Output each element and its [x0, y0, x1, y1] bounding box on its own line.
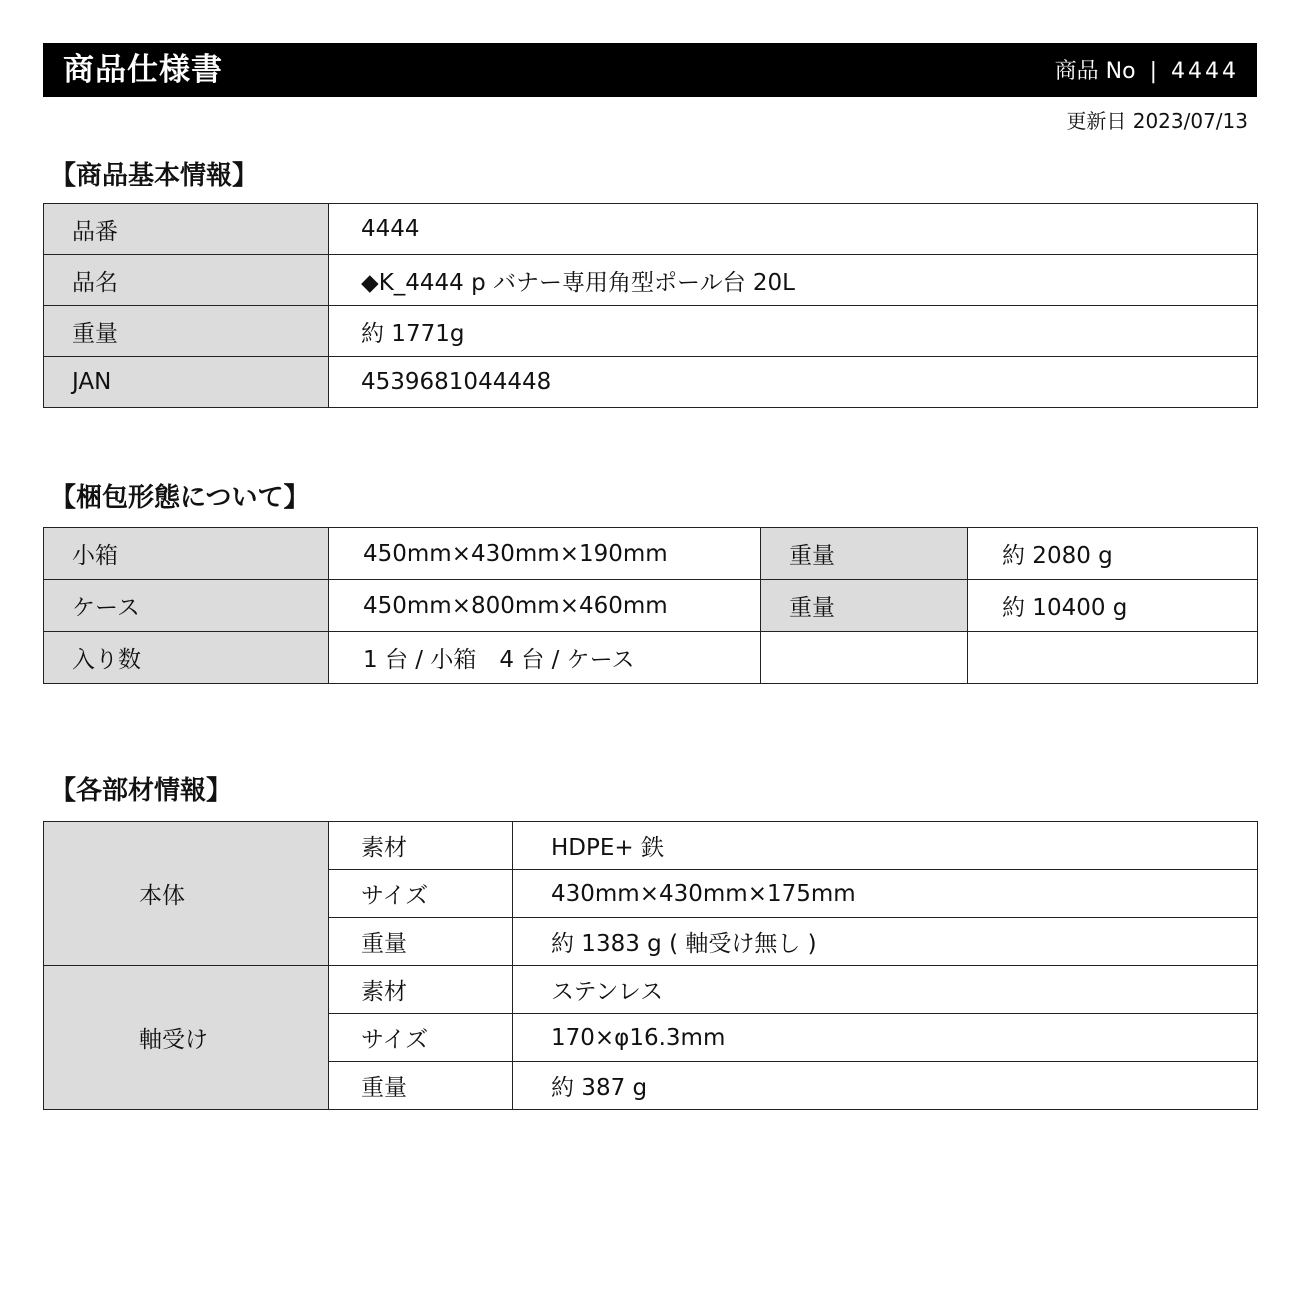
row-label: 品番 [44, 204, 329, 255]
row-label: 小箱 [44, 528, 329, 580]
weight-value: 約 2080 g [968, 528, 1258, 580]
row-label: 入り数 [44, 632, 329, 684]
table-row [44, 822, 1258, 870]
parts-table [43, 821, 1258, 1110]
table-row [44, 528, 1258, 580]
row-value: HDPE+ 鉄 [513, 822, 1258, 870]
row-value: 4539681044448 [329, 357, 1258, 408]
part-group-label: 本体 [44, 822, 329, 966]
row-label: 品名 [44, 255, 329, 306]
dimensions-value: 450mm×430mm×190mm [329, 528, 761, 580]
empty-cell [968, 632, 1258, 684]
row-value: 約 387 g [513, 1062, 1258, 1110]
row-value: 170×φ16.3mm [513, 1014, 1258, 1062]
basic-info-table [43, 203, 1258, 408]
table-row [44, 580, 1258, 632]
updated-date [1066, 106, 1248, 136]
row-value: 4444 [329, 204, 1258, 255]
weight-label: 重量 [761, 580, 968, 632]
row-label: ケース [44, 580, 329, 632]
part-group-label: 軸受け [44, 966, 329, 1110]
empty-cell [761, 632, 968, 684]
document-title: 商品仕様書 [63, 52, 223, 88]
table-row [44, 306, 1258, 357]
row-label: 重量 [329, 918, 513, 966]
row-label: サイズ [329, 1014, 513, 1062]
updated-label: 更新日 [1066, 109, 1127, 133]
row-value: 430mm×430mm×175mm [513, 870, 1258, 918]
dimensions-value: 450mm×800mm×460mm [329, 580, 761, 632]
quantity-value: 1 台 / 小箱 4 台 / ケース [329, 632, 761, 684]
row-label: JAN [44, 357, 329, 408]
row-value: 約 1383 g ( 軸受け無し ) [513, 918, 1258, 966]
row-label: サイズ [329, 870, 513, 918]
weight-value: 約 10400 g [968, 580, 1258, 632]
row-value: 約 1771g [329, 306, 1258, 357]
weight-label: 重量 [761, 528, 968, 580]
table-row [44, 255, 1258, 306]
packaging-heading: 【梱包形態について】 [50, 483, 310, 513]
basic-info-heading: 【商品基本情報】 [50, 161, 259, 191]
packaging-table [43, 527, 1258, 684]
product-no-label: 商品 No [1054, 59, 1136, 84]
row-value: ステンレス [513, 966, 1258, 1014]
table-row [44, 357, 1258, 408]
product-no-separator: | [1149, 59, 1157, 84]
updated-value: 2023/07/13 [1132, 109, 1248, 133]
row-value: ◆K_4444 p バナー専用角型ポール台 20L [329, 255, 1258, 306]
table-row [44, 966, 1258, 1014]
row-label: 重量 [44, 306, 329, 357]
parts-heading: 【各部材情報】 [50, 776, 233, 806]
table-row [44, 204, 1258, 255]
row-label: 素材 [329, 822, 513, 870]
header-bar [43, 43, 1257, 97]
product-no-value: 4444 [1171, 59, 1239, 84]
row-label: 素材 [329, 966, 513, 1014]
product-number [1055, 55, 1239, 89]
table-row [44, 632, 1258, 684]
row-label: 重量 [329, 1062, 513, 1110]
